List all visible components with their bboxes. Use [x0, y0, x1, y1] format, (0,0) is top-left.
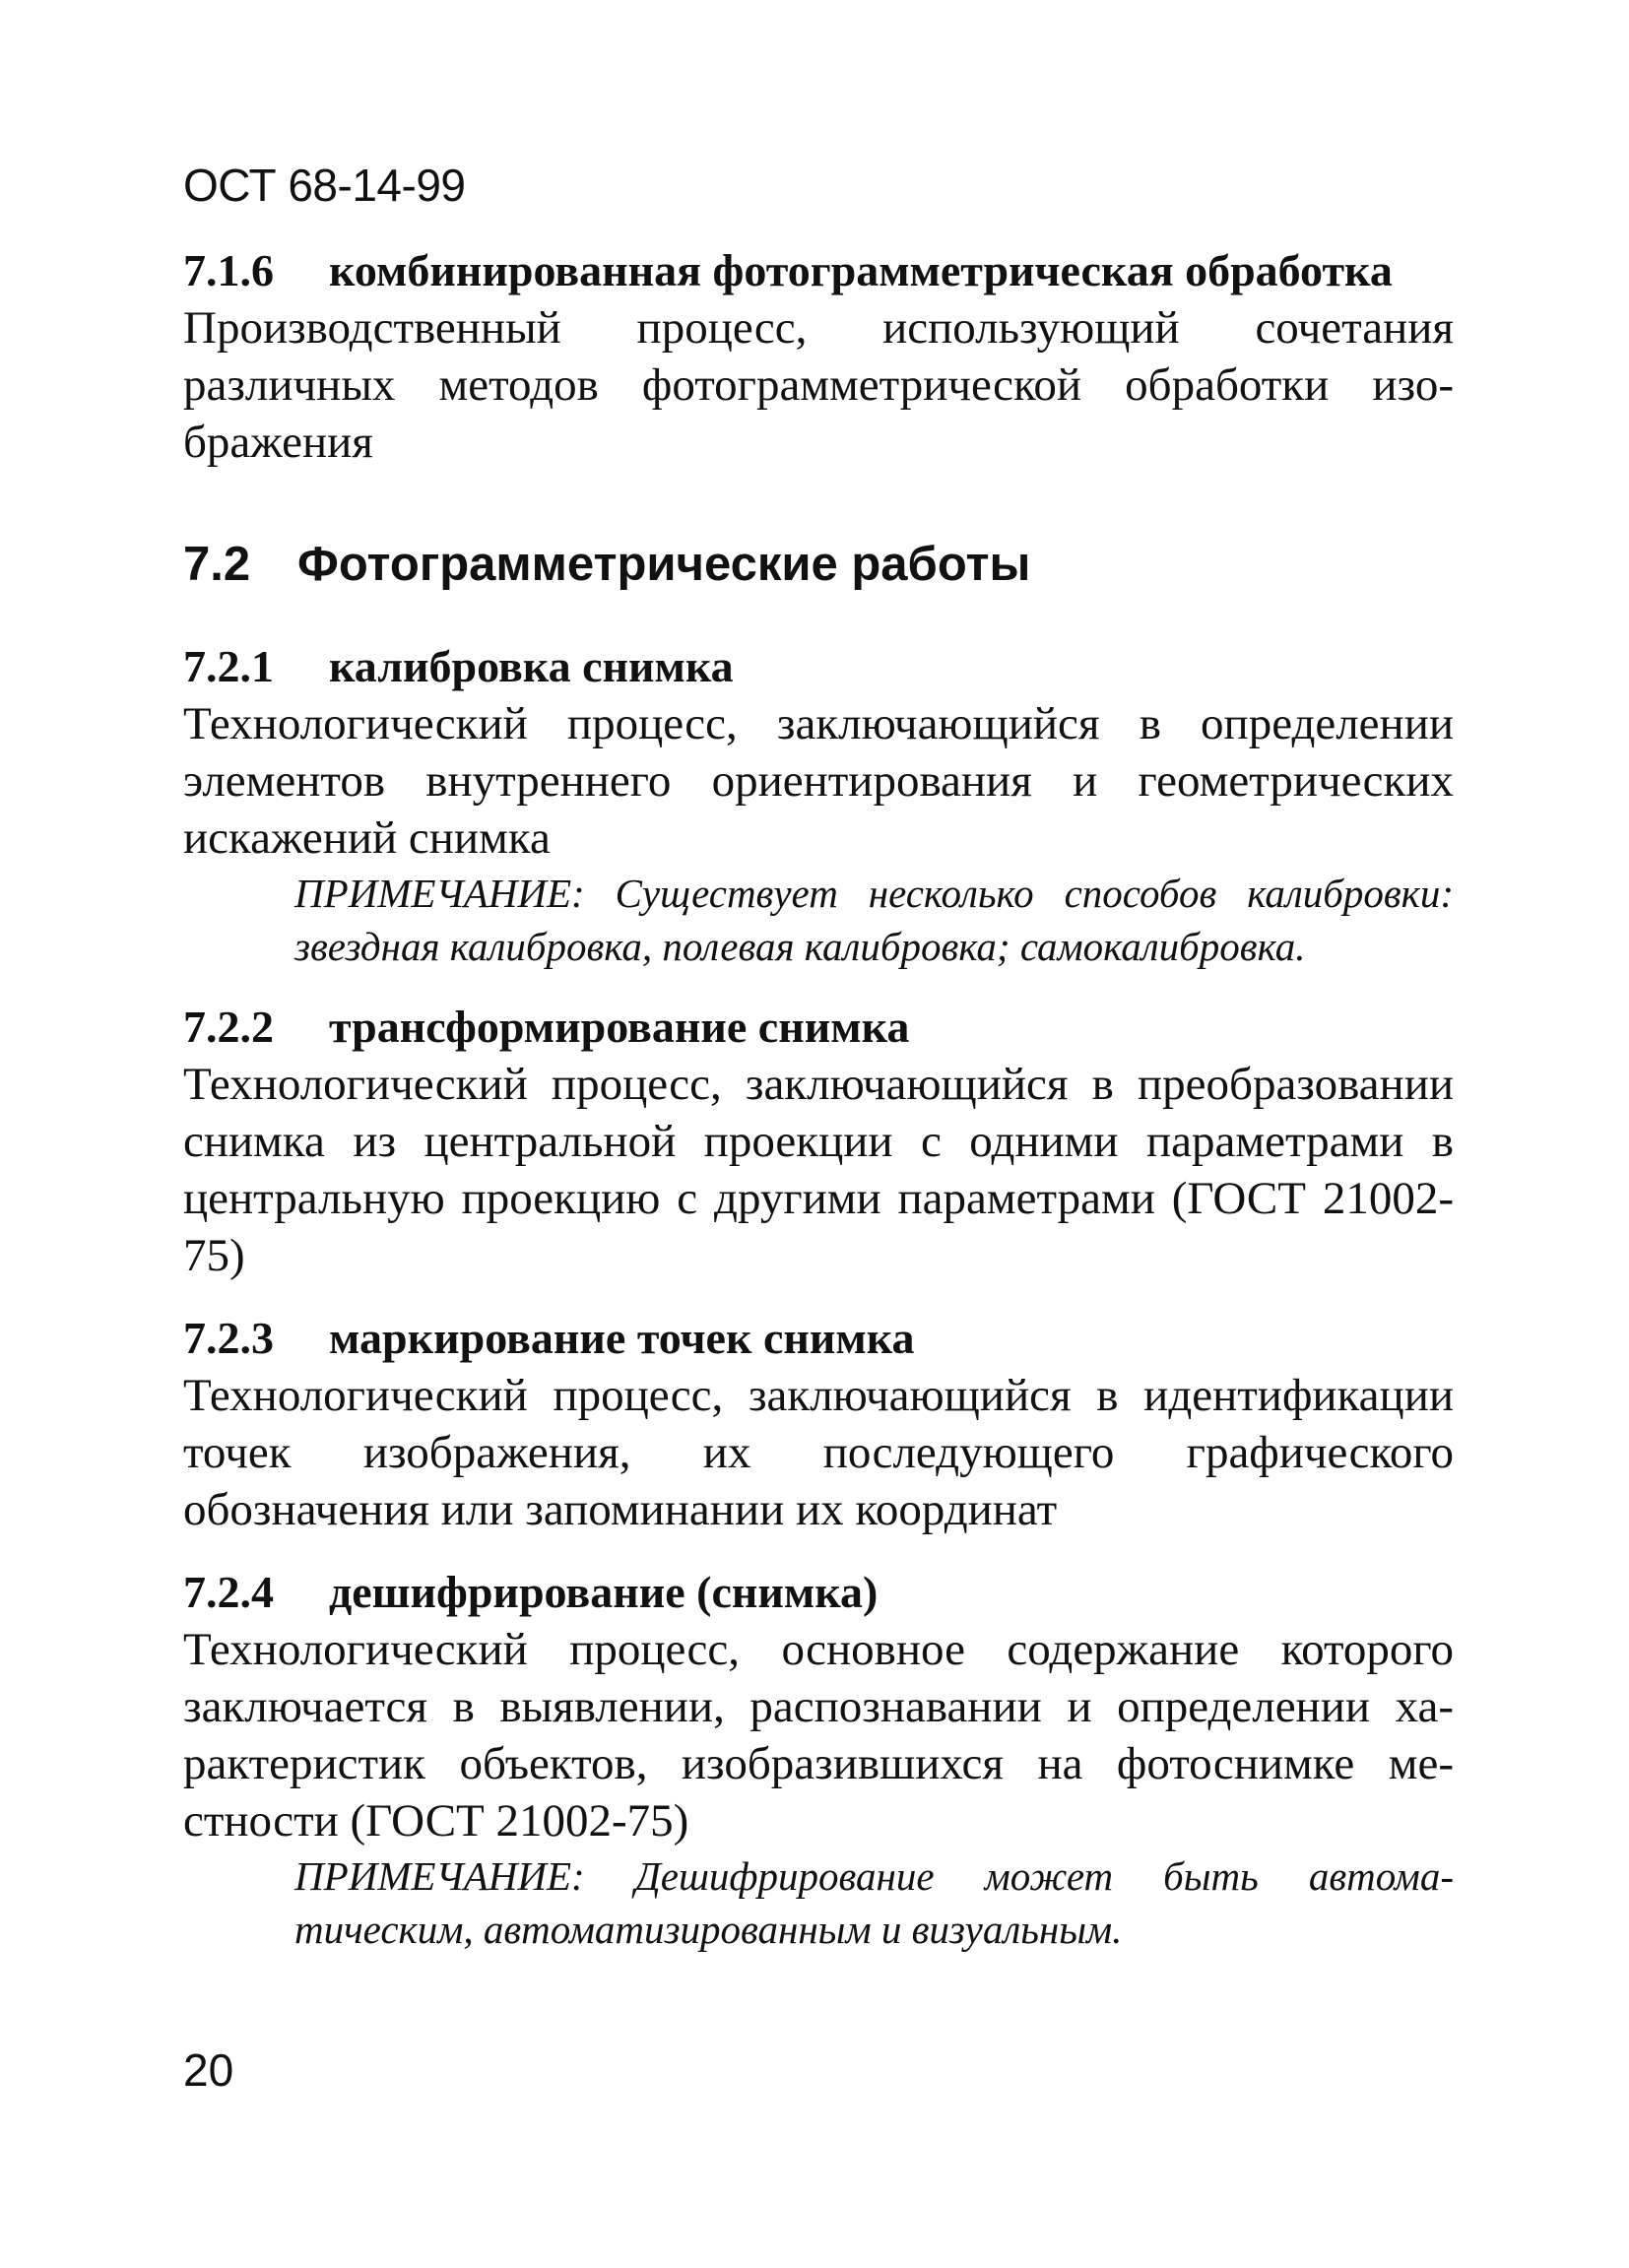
- page-number: 20: [183, 2044, 234, 2096]
- term-title: калибровка снимка: [329, 641, 734, 691]
- term-7-2-4: [183, 1564, 1454, 1956]
- document-page: [183, 0, 1454, 2268]
- term-heading: [183, 1310, 1454, 1367]
- term-number: 7.2.1: [183, 641, 274, 691]
- term-title: трансформирование снимка: [329, 1002, 910, 1052]
- term-7-2-2: [183, 999, 1454, 1284]
- term-number: 7.2.2: [183, 1002, 274, 1052]
- term-definition: Технологический процесс, заключающийся в идентификации точек изображения, их последующего графического обозначения или запоминании их координат: [183, 1370, 1454, 1535]
- document-code-header: ОСТ 68-14-99: [183, 160, 466, 211]
- term-heading: [183, 999, 1454, 1056]
- document-content: [183, 242, 1454, 1956]
- term-note: ПРИМЕЧАНИЕ: Существует несколько способов калибровки: звездная калибровка, полевая калибровка; самокалибровка.: [294, 871, 1454, 969]
- term-7-1-6: [183, 242, 1454, 471]
- term-number: 7.2.4: [183, 1567, 274, 1617]
- term-definition: Технологический процесс, заключающийся в преобразовании снимка из центральной проекции с одними параметрами в центральную проекцию с другими параметрами (ГОСТ 21002-75): [183, 1059, 1454, 1281]
- term-definition: Технологический процесс, основное содержание которого заключается в выявлении, распознавании и определении характеристик объектов, изобразившихся на фотоснимке местности (ГОСТ 21002-75): [183, 1624, 1454, 1847]
- term-number: 7.1.6: [183, 245, 274, 295]
- section-heading-7-2: [183, 534, 1454, 595]
- term-7-2-3: [183, 1310, 1454, 1538]
- section-title: Фотограмметрические работы: [297, 538, 1031, 591]
- term-definition: Технологический процесс, заключающийся в определении элементов внутреннего ориентирования и геометрических искажений снимка: [183, 698, 1454, 864]
- term-heading: [183, 1564, 1454, 1621]
- term-heading: [183, 638, 1454, 695]
- term-definition: Производственный процесс, использующий сочетания различных методов фотограмметрической обработки изображения: [183, 302, 1454, 468]
- term-number: 7.2.3: [183, 1313, 274, 1363]
- term-heading: [183, 242, 1454, 299]
- term-note: ПРИМЕЧАНИЕ: Дешифрирование может быть автоматическим, автоматизированным и визуальным.: [294, 1853, 1454, 1952]
- term-title: дешифрирование (снимка): [329, 1567, 879, 1617]
- term-title: комбинированная фотограмметрическая обработка: [329, 245, 1393, 295]
- term-title: маркирование точек снимка: [329, 1313, 915, 1363]
- term-7-2-1: [183, 638, 1454, 973]
- section-number: 7.2: [183, 538, 251, 591]
